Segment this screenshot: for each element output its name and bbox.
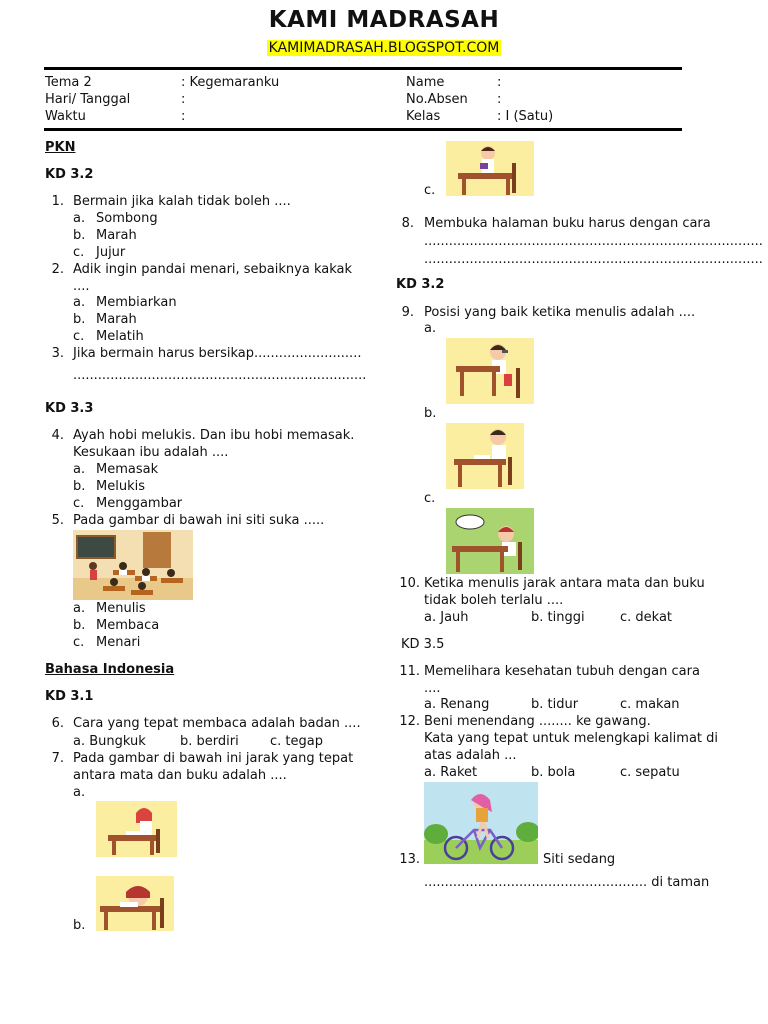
writing-illustration bbox=[446, 423, 524, 489]
q6-option-a: a. Bungkuk bbox=[73, 734, 146, 749]
q2-text-cont: .... bbox=[73, 279, 90, 294]
q10-text-cont: tidak boleh terlalu .... bbox=[424, 593, 564, 608]
q4-number: 4. bbox=[51, 428, 64, 443]
q1-text: Bermain jika kalah tidak boleh .... bbox=[73, 194, 291, 209]
q4-text: Ayah hobi melukis. Dan ibu hobi memasak. bbox=[73, 428, 355, 443]
q10-text: Ketika menulis jarak antara mata dan buku bbox=[424, 576, 705, 591]
q11-option-b: b. tidur bbox=[531, 697, 579, 712]
q4-option-b: Melukis bbox=[96, 479, 145, 494]
q5-option-b-letter: b. bbox=[73, 618, 86, 633]
q4-option-b-letter: b. bbox=[73, 479, 86, 494]
q6-number: 6. bbox=[51, 716, 64, 731]
q7-option-a-letter: a. bbox=[73, 785, 86, 800]
q5-option-c: Menari bbox=[96, 635, 141, 650]
reading-illustration bbox=[96, 801, 177, 857]
q2-option-c: Melatih bbox=[96, 329, 144, 344]
q12-option-c: c. sepatu bbox=[620, 765, 680, 780]
q3-number: 3. bbox=[51, 346, 64, 361]
q2-option-b: Marah bbox=[96, 312, 137, 327]
q8-answer-line-1[interactable]: .................................................................................. bbox=[424, 234, 763, 249]
name-label: Name bbox=[406, 75, 445, 90]
q7-text: Pada gambar di bawah ini jarak yang tepat bbox=[73, 751, 354, 766]
kd-3-2-heading: KD 3.2 bbox=[45, 167, 94, 182]
waktu-label: Waktu bbox=[45, 109, 86, 124]
kelas-value: : I (Satu) bbox=[497, 109, 554, 124]
q10-option-b: b. tinggi bbox=[531, 610, 585, 625]
q5-option-b: Membaca bbox=[96, 618, 160, 633]
q3-text: Jika bermain harus bersikap.......................... bbox=[73, 346, 362, 361]
q10-number: 10. bbox=[399, 576, 420, 591]
q2-option-c-letter: c. bbox=[73, 329, 85, 344]
header-top-rule bbox=[44, 67, 682, 70]
q8-number: 8. bbox=[401, 216, 414, 231]
kd-3-5-heading: KD 3.5 bbox=[401, 637, 445, 652]
kd-3-1-heading: KD 3.1 bbox=[45, 689, 94, 704]
kelas-label: Kelas bbox=[406, 109, 441, 124]
q10-option-a: a. Jauh bbox=[424, 610, 469, 625]
q6-option-b: b. berdiri bbox=[180, 734, 239, 749]
q1-option-c: Jujur bbox=[96, 245, 126, 260]
q2-option-a: Membiarkan bbox=[96, 295, 177, 310]
q2-text: Adik ingin pandai menari, sebaiknya kakak bbox=[73, 262, 353, 277]
q1-option-b: Marah bbox=[96, 228, 137, 243]
q1-option-c-letter: c. bbox=[73, 245, 85, 260]
q11-text-cont: .... bbox=[424, 681, 441, 696]
hari-value: : bbox=[181, 92, 186, 107]
q7-text-cont: antara mata dan buku adalah .... bbox=[73, 768, 287, 783]
q13-number: 13. bbox=[399, 852, 420, 867]
q8-text: Membuka halaman buku harus dengan cara bbox=[424, 216, 711, 231]
q12-text: Beni menendang ........ ke gawang. bbox=[424, 714, 651, 729]
q5-option-c-letter: c. bbox=[73, 635, 85, 650]
q13-text: Siti sedang bbox=[543, 852, 616, 867]
q7-number: 7. bbox=[51, 751, 64, 766]
page-title: KAMI MADRASAH bbox=[268, 7, 500, 33]
q4-option-a: Memasak bbox=[96, 462, 159, 477]
q12-text-cont-2: atas adalah ... bbox=[424, 748, 517, 763]
section-bahasa-indonesia: Bahasa Indonesia bbox=[45, 662, 175, 677]
q9-option-b-letter: b. bbox=[424, 406, 437, 421]
q5-number: 5. bbox=[51, 513, 64, 528]
q6-text: Cara yang tepat membaca adalah badan .... bbox=[73, 716, 361, 731]
q12-option-a: a. Raket bbox=[424, 765, 478, 780]
site-url[interactable]: KAMIMADRASAH.BLOGSPOT.COM bbox=[268, 40, 500, 56]
q9-option-a-letter: a. bbox=[424, 321, 437, 336]
q6-option-c: c. tegap bbox=[270, 734, 323, 749]
header-bottom-rule bbox=[44, 128, 682, 131]
q9-text: Posisi yang baik ketika menulis adalah .... bbox=[424, 305, 696, 320]
q11-option-a: a. Renang bbox=[424, 697, 490, 712]
q7-option-b-letter: b. bbox=[73, 918, 86, 933]
q7-option-c-letter: c. bbox=[424, 183, 436, 198]
tema-label: Tema 2 bbox=[45, 75, 92, 90]
reading-illustration bbox=[96, 876, 174, 931]
q11-text: Memelihara kesehatan tubuh dengan cara bbox=[424, 664, 700, 679]
q5-option-a-letter: a. bbox=[73, 601, 86, 616]
q5-option-a: Menulis bbox=[96, 601, 146, 616]
q5-text: Pada gambar di bawah ini siti suka ..... bbox=[73, 513, 325, 528]
classroom-illustration bbox=[73, 530, 193, 600]
absen-value: : bbox=[497, 92, 502, 107]
writing-illustration bbox=[446, 508, 534, 574]
section-pkn: PKN bbox=[45, 140, 76, 155]
q11-option-c: c. makan bbox=[620, 697, 680, 712]
q12-number: 12. bbox=[399, 714, 420, 729]
q13-answer-line[interactable]: ...................................................... di taman bbox=[424, 875, 710, 890]
kd-3-3-heading: KD 3.3 bbox=[45, 401, 94, 416]
q10-option-c: c. dekat bbox=[620, 610, 673, 625]
q4-option-c-letter: c. bbox=[73, 496, 85, 511]
q2-option-a-letter: a. bbox=[73, 295, 86, 310]
q11-number: 11. bbox=[399, 664, 420, 679]
kd-3-2-heading-right: KD 3.2 bbox=[396, 277, 445, 292]
q9-option-c-letter: c. bbox=[424, 491, 436, 506]
q2-number: 2. bbox=[51, 262, 64, 277]
writing-illustration bbox=[446, 338, 534, 404]
q9-number: 9. bbox=[401, 305, 414, 320]
q4-option-c: Menggambar bbox=[96, 496, 183, 511]
q4-text-cont: Kesukaan ibu adalah .... bbox=[73, 445, 229, 460]
q1-number: 1. bbox=[51, 194, 64, 209]
waktu-value: : bbox=[181, 109, 186, 124]
q12-text-cont-1: Kata yang tepat untuk melengkapi kalimat di bbox=[424, 731, 718, 746]
reading-illustration bbox=[446, 141, 534, 196]
q12-option-b: b. bola bbox=[531, 765, 576, 780]
q3-answer-line[interactable]: ....................................................................... bbox=[73, 368, 367, 383]
hari-label: Hari/ Tanggal bbox=[45, 92, 131, 107]
q1-option-a: Sombong bbox=[96, 211, 158, 226]
absen-label: No.Absen bbox=[406, 92, 468, 107]
name-value: : bbox=[497, 75, 502, 90]
cycling-illustration bbox=[424, 782, 538, 864]
q4-option-a-letter: a. bbox=[73, 462, 86, 477]
q8-answer-line-2[interactable]: .................................................................................. bbox=[424, 252, 763, 267]
q1-option-b-letter: b. bbox=[73, 228, 86, 243]
tema-value: : Kegemaranku bbox=[181, 75, 280, 90]
q1-option-a-letter: a. bbox=[73, 211, 86, 226]
q2-option-b-letter: b. bbox=[73, 312, 86, 327]
